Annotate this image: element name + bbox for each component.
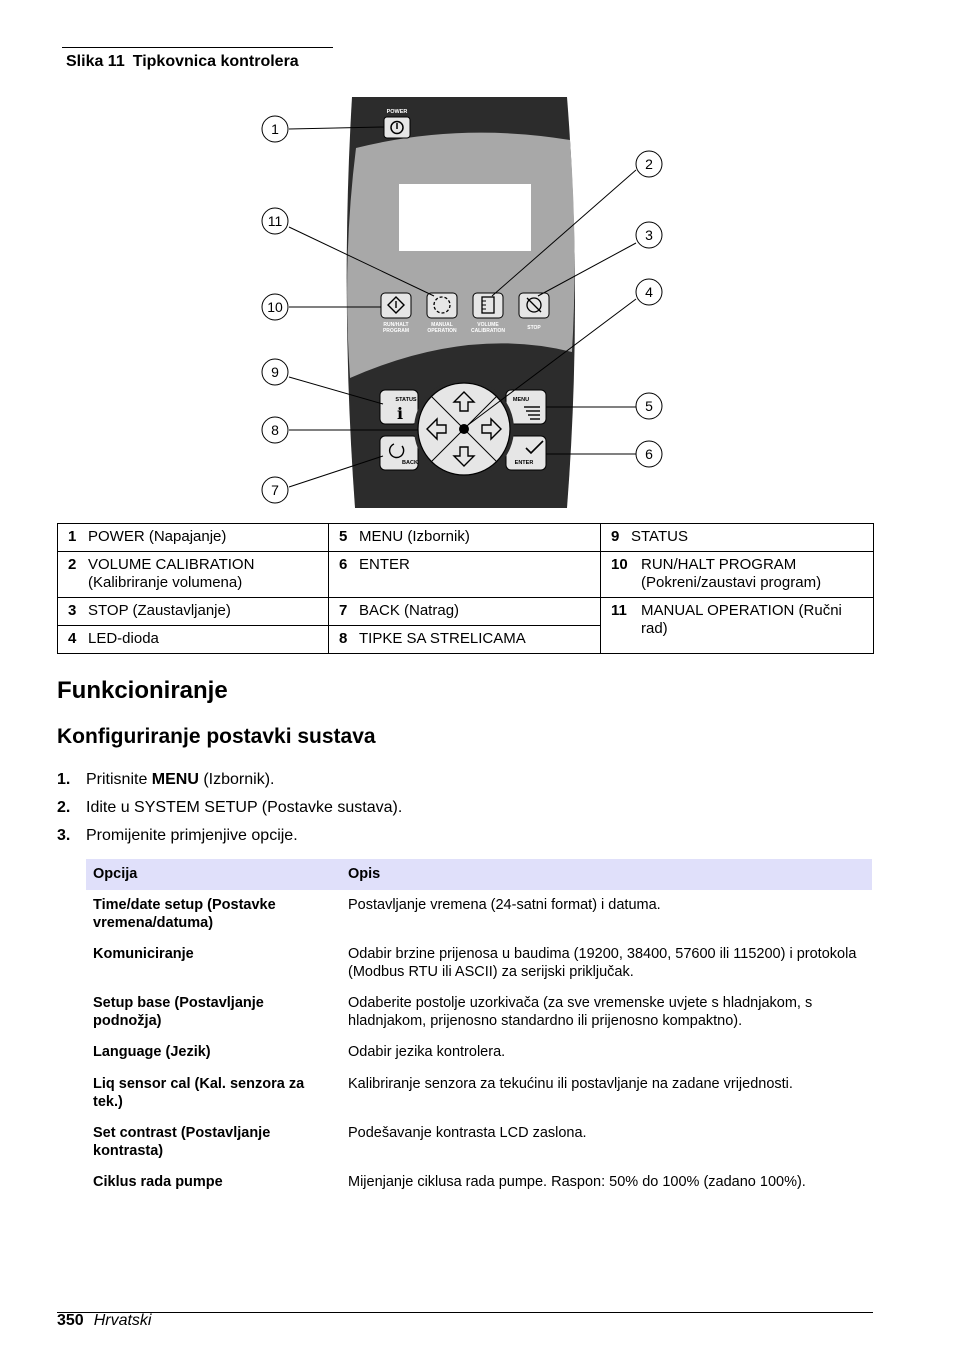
options-table (86, 859, 872, 1200)
callout-9-label: 9 (271, 364, 279, 380)
figure-number: Slika 11 (66, 53, 125, 70)
callout-5-label: 5 (645, 398, 653, 414)
option-description: Postavljanje vremena (24-satni format) i datuma. (348, 897, 661, 913)
step-number: 3. (57, 827, 71, 844)
keypad-grey-face (347, 133, 574, 378)
legend-text: STOP (Zaustavljanje) (88, 602, 231, 619)
table-row (86, 989, 872, 1038)
legend-number: 9 (611, 528, 620, 545)
legend-number: 8 (339, 630, 348, 647)
info-icon: i (396, 404, 404, 423)
column-header: Opis (341, 859, 872, 890)
table-header-row (86, 859, 872, 890)
legend-number: 3 (68, 602, 77, 619)
legend-text: BACK (Natrag) (359, 602, 460, 619)
callout-7-label: 7 (271, 482, 279, 498)
legend-number: 4 (68, 630, 77, 647)
option-description: Podešavanje kontrasta LCD zaslona. (348, 1125, 587, 1141)
legend-cell (601, 524, 874, 552)
option-name: Ciklus rada pumpe (93, 1174, 223, 1190)
legend-number: 1 (68, 528, 77, 545)
legend-text: STATUS (631, 528, 688, 545)
option-name: Time/date setup (Postavke vremena/datuma) (93, 897, 276, 931)
table-row (58, 598, 874, 626)
legend-cell (329, 626, 601, 654)
callout-8-label: 8 (271, 422, 279, 438)
legend-text: RUN/HALT PROGRAM (Pokreni/zaustavi program) (641, 556, 822, 591)
figure-title: Tipkovnica kontrolera (132, 53, 299, 70)
legend-text: VOLUME CALIBRATION (Kalibriranje volumena) (88, 556, 255, 591)
step-text: Idite u SYSTEM SETUP (Postavke sustava). (86, 799, 403, 816)
run-halt-button (381, 293, 411, 318)
list-item (57, 825, 402, 853)
option-description: Odaberite postolje uzorkivača (za sve vremenske uvjete s hladnjakom, s hladnjakom, prijenosno standardno ili prijenosno kompaktno). (348, 995, 813, 1029)
volume-label: VOLUME (477, 322, 499, 328)
legend-text: TIPKE SA STRELICAMA (359, 630, 526, 647)
callout-3-label: 3 (645, 227, 653, 243)
step-number: 2. (57, 799, 71, 816)
step-text-end: (Izbornik). (198, 771, 275, 788)
callout-2-label: 2 (645, 156, 653, 172)
section-heading: Funkcioniranje (57, 677, 228, 704)
subsection-heading: Konfiguriranje postavki sustava (57, 725, 376, 748)
back-button (380, 436, 418, 470)
table-row (58, 552, 874, 598)
manual-label: MANUAL (431, 322, 453, 328)
led-indicator (459, 424, 469, 434)
callout-10-label: 10 (267, 299, 283, 315)
enter-key-label: ENTER (514, 460, 534, 466)
legend-cell (601, 552, 874, 598)
legend-cell (329, 524, 601, 552)
legend-text: LED-dioda (88, 630, 159, 647)
legend-number: 10 (611, 556, 628, 573)
table-row (58, 524, 874, 552)
menu-key-label: MENU (512, 397, 530, 403)
option-name: Liq sensor cal (Kal. senzora za tek.) (93, 1076, 305, 1110)
list-item (57, 769, 402, 797)
status-button (380, 390, 418, 424)
table-row (86, 1038, 872, 1070)
legend-cell (58, 552, 329, 598)
step-text: Pritisnite (86, 771, 152, 788)
legend-cell (329, 552, 601, 598)
status-key-label: STATUS (395, 397, 417, 403)
option-name: Setup base (Postavljanje podnožja) (93, 995, 264, 1029)
lcd-display (399, 184, 531, 251)
legend-cell (58, 524, 329, 552)
stop-button (519, 293, 549, 318)
table-row (86, 1119, 872, 1168)
legend-text: MENU (Izbornik) (359, 528, 470, 545)
table-row (86, 940, 872, 989)
legend-text: POWER (Napajanje) (88, 528, 227, 545)
page-number: 350 (57, 1312, 84, 1329)
manual-operation-button (427, 293, 457, 318)
volume-label-2: CALIBRATION (470, 328, 506, 334)
volume-calibration-button (473, 293, 503, 318)
legend-number: 5 (339, 528, 348, 545)
footer-rule (57, 1312, 873, 1313)
option-name: Language (Jezik) (93, 1044, 211, 1060)
legend-number: 7 (339, 602, 348, 619)
option-description: Odabir jezika kontrolera. (348, 1044, 506, 1060)
option-name: Set contrast (Postavljanje kontrasta) (93, 1125, 271, 1159)
callout-11-label: 11 (267, 213, 283, 229)
step-text: Promijenite primjenjive opcije. (86, 827, 298, 844)
legend-cell (58, 598, 329, 626)
option-description: Odabir brzine prijenosa u baudima (19200, 38400, 57600 ili 115200) i protokola (Modbus RTU ili ASCII) za serijski priključak. (348, 946, 857, 980)
power-key-label: POWER (386, 109, 408, 115)
callout-4-label: 4 (645, 284, 653, 300)
table-row (86, 1070, 872, 1119)
legend-number: 2 (68, 556, 77, 573)
option-description: Mijenjanje ciklusa rada pumpe. Raspon: 50% do 100% (zadano 100%). (348, 1174, 806, 1190)
callout-1-label: 1 (271, 121, 279, 137)
callout-6-label: 6 (645, 446, 653, 462)
figure-legend-table (57, 523, 874, 654)
stop-label: STOP (527, 325, 541, 331)
list-item (57, 797, 402, 825)
option-description: Kalibriranje senzora za tekućinu ili postavljanje na zadane vrijednosti. (348, 1076, 793, 1092)
table-row (86, 890, 872, 940)
table-row (86, 1168, 872, 1200)
step-key: MENU (151, 771, 199, 788)
option-name: Komuniciranje (93, 946, 194, 962)
legend-cell (601, 598, 874, 654)
column-header: Opcija (86, 859, 341, 890)
legend-number: 11 (611, 602, 627, 619)
legend-number: 6 (339, 556, 348, 573)
back-key-label: BACK (402, 460, 418, 466)
run-halt-label: RUN/HALT (383, 322, 409, 328)
legend-text: MANUAL OPERATION (Ručni rad) (641, 602, 842, 637)
step-number: 1. (57, 771, 71, 788)
page-footer (57, 1312, 151, 1330)
legend-cell (329, 598, 601, 626)
legend-cell (58, 626, 329, 654)
run-halt-label-2: PROGRAM (382, 328, 410, 334)
keypad-illustration (0, 0, 954, 520)
manual-label-2: OPERATION (427, 328, 457, 334)
steps-list (57, 769, 402, 853)
footer-language: Hrvatski (93, 1312, 152, 1329)
legend-text: ENTER (359, 556, 410, 573)
